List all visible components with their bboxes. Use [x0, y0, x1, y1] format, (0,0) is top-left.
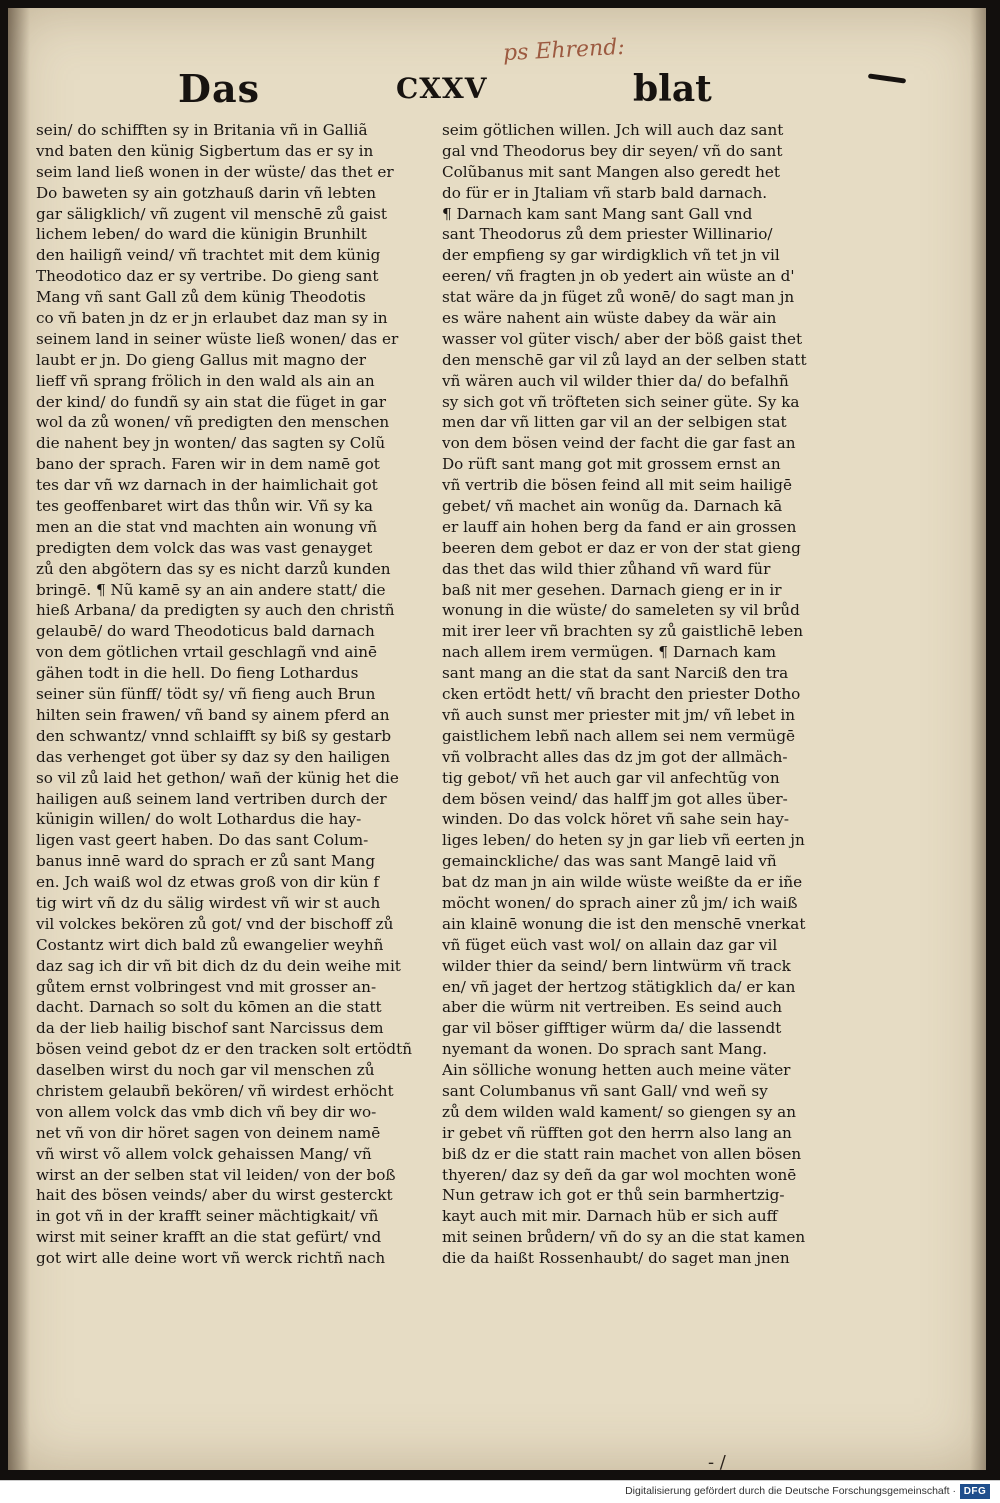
handwritten-annotation: ps Ehrend:: [502, 34, 626, 67]
text-line: Costantz wirt dich bald zů ewangelier weyhñ: [36, 935, 384, 954]
text-line: gelaubē/ do ward Theodoticus bald darnach: [36, 622, 375, 641]
edge-shadow: [970, 8, 986, 1470]
text-line: hilten sein frawen/ vñ band sy ainem pferd an: [36, 705, 390, 724]
text-line: en. Jch waiß wol dz etwas groß von dir kün f: [36, 873, 379, 892]
text-line: hieß Arbana/ da predigten sy auch den christñ: [36, 601, 395, 620]
text-line: vñ vertrib die bösen feind all mit seim hailigē: [442, 476, 793, 495]
gutter-shadow: [8, 8, 30, 1470]
text-line: stat wäre da jn füget zů wonē/ do sagt man jn: [442, 288, 795, 307]
text-line: zů dem wilden wald kament/ so giengen sy an: [442, 1102, 796, 1121]
text-line: daselben wirst du noch gar vil menschen zů: [36, 1061, 375, 1080]
text-line: ir gebet vñ rüfften got den herrn also lang an: [442, 1123, 792, 1142]
text-line: von dem götlichen vrtail geschlagñ vnd ainē: [36, 643, 378, 662]
text-line: ligen vast geert haben. Do das sant Colum-: [36, 831, 369, 850]
text-line: baß nit mer gesehen. Darnach gieng er in ir: [442, 580, 782, 599]
text-line: seinem land in seiner wüste ließ wonen/ das er: [36, 329, 399, 348]
text-line: ain klainē wonung die ist den menschē vnerkat: [442, 914, 806, 933]
text-line: die nahent bey jn wonten/ das sagten sy Colũ: [36, 434, 386, 453]
text-line: thyeren/ daz sy deñ da gar wol mochten wonē: [442, 1165, 797, 1184]
text-line: es wäre nahent ain wüste dabey da wär ain: [442, 309, 777, 328]
text-line: das thet das wild thier zůhand vñ ward für: [442, 559, 771, 578]
text-line: gähen todt in die hell. Do fieng Lothardus: [36, 664, 359, 683]
text-line: biß dz er die statt rain machet von allen bösen: [442, 1144, 802, 1163]
text-line: mit seinen brůdern/ vñ do sy an die stat kamen: [442, 1228, 806, 1247]
text-line: sant Columbanus vñ sant Gall/ vnd weñ sy: [442, 1081, 768, 1100]
text-line: vñ füget eüch vast wol/ on allain daz gar vil: [442, 935, 778, 954]
funding-credit: Digitalisierung gefördert durch die Deutsche Forschungsgemeinschaft ·: [625, 1485, 956, 1497]
text-line: vnd baten den künig Sigbertum das er sy in: [36, 141, 374, 160]
text-line: lichem leben/ do ward die künigin Brunhilt: [36, 225, 367, 244]
text-line: möcht wonen/ do sprach ainer zů jm/ ich waiß: [442, 893, 798, 912]
text-line: gar säligklich/ vñ zugent vil menschē zů gaist: [36, 204, 388, 223]
running-head-left: Das: [178, 66, 260, 111]
text-line: tes dar vñ wz darnach in der haimlichait got: [36, 476, 378, 495]
text-line: gůtem ernst volbringest vnd mit grosser an-: [36, 977, 377, 996]
book-page: [8, 8, 986, 1473]
text-line: ¶ Darnach kam sant Mang sant Gall vnd: [442, 204, 753, 223]
bottom-ink-mark: - /: [708, 1452, 726, 1473]
text-line: sein/ do schifften sy in Britania vñ in Galliã: [36, 121, 368, 139]
text-line: in got vñ in der krafft seiner mächtigkait/ vñ: [36, 1207, 379, 1226]
text-line: da der lieb hailig bischof sant Narcissus dem: [36, 1019, 384, 1038]
dfg-logo: DFG: [960, 1484, 990, 1499]
text-line: vñ auch sunst mer priester mit jm/ vñ lebet in: [442, 705, 796, 724]
running-head-right: blat: [633, 68, 712, 110]
text-line: bösen veind gebot dz er den tracken solt ertödtñ: [36, 1040, 413, 1059]
page-header: [8, 58, 986, 118]
text-line: den menschē gar vil zů layd an der selben statt: [442, 350, 807, 369]
text-line: gal vnd Theodorus bey dir seyen/ vñ do sant: [442, 141, 783, 160]
text-line: seim götlichen willen. Jch will auch daz sant: [442, 121, 784, 139]
text-line: von dem bösen veind der facht die gar fast an: [442, 434, 796, 453]
text-line: sant mang an die stat da sant Narciß den tra: [442, 664, 789, 683]
text-line: wirst mit seiner krafft an die stat gefürt/ vnd: [36, 1228, 382, 1247]
text-line: hait des bösen veinds/ aber du wirst gesterckt: [36, 1186, 393, 1205]
text-line: cken ertödt hett/ vñ bracht den priester Dotho: [442, 685, 801, 704]
text-line: seiner sün fünff/ tödt sy/ vñ fieng auch Brun: [36, 685, 376, 704]
text-line: Do rüft sant mang got mit grossem ernst an: [442, 455, 781, 474]
text-line: wonung in die wüste/ do sameleten sy vil brůd: [442, 601, 800, 620]
text-line: wirst an der selben stat vil leiden/ von der boß: [36, 1165, 396, 1184]
text-line: vñ wären auch vil wilder thier da/ do befalhñ: [442, 371, 789, 390]
text-line: vñ volbracht alles das dz jm got der allmäch-: [442, 747, 788, 766]
text-line: gemainckliche/ das was sant Mangē laid vñ: [442, 852, 777, 871]
text-line: men an die stat vnd machten ain wonung vñ: [36, 517, 378, 536]
digitization-footer: [0, 1480, 1000, 1503]
text-line: sy sich got vñ tröfteten sich seiner güte. Sy ka: [442, 392, 800, 411]
text-line: Colũbanus mit sant Mangen also geredt het: [442, 162, 780, 181]
text-line: tig wirt vñ dz du sälig wirdest vñ wir st auch: [36, 893, 381, 912]
text-line: eeren/ vñ fragten jn ob yedert ain wüste an d': [442, 267, 795, 286]
text-line: wol da zů wonen/ vñ predigten den menschen: [36, 413, 390, 432]
text-line: er lauff ain hohen berg da fand er ain grossen: [442, 517, 797, 536]
folio-number: CXXV: [396, 72, 488, 105]
text-line: bat dz man jn ain wilde wüste weißte da er iñe: [442, 873, 803, 892]
text-line: den schwantz/ vnnd schlaifft sy biß sy gestarb: [36, 726, 392, 745]
text-line: Do baweten sy ain gotzhauß darin vñ lebten: [36, 183, 377, 202]
text-line: hailigen auß seinem land vertriben durch der: [36, 789, 387, 808]
text-line: mit irer leer vñ brachten sy zů gaistlichē leben: [442, 622, 804, 641]
text-line: tes geoffenbaret wirt das thůn wir. Vñ sy ka: [36, 497, 373, 516]
text-line: lieff vñ sprang frölich in den wald als ain an: [36, 371, 375, 390]
text-column-right: [442, 120, 834, 1269]
text-line: tig gebot/ vñ het auch gar vil anfechtũg von: [442, 768, 780, 787]
text-line: vil volckes bekören zů got/ vnd der bischoff zů: [36, 914, 394, 933]
text-line: bano der sprach. Faren wir in dem namē got: [36, 455, 380, 474]
text-line: das verhenget got über sy daz sy den hailigen: [36, 747, 391, 766]
text-line: zů den abgötern das sy es nicht darzů kunden: [36, 559, 391, 578]
text-line: winden. Do das volck höret vñ sahe sein hay-: [442, 810, 789, 829]
text-line: künigin willen/ do wolt Lothardus die hay-: [36, 810, 362, 829]
text-line: nach allem irem vermügen. ¶ Darnach kam: [442, 643, 777, 662]
text-line: nyemant da wonen. Do sprach sant Mang.: [442, 1040, 768, 1059]
text-line: wilder thier da seind/ bern lintwürm vñ track: [442, 956, 791, 975]
text-line: men dar vñ litten gar vil an der selbigen stat: [442, 413, 787, 432]
text-line: do für er in Jtaliam vñ starb bald darnach.: [442, 183, 768, 202]
text-line: net vñ von dir höret sagen von deinem namē: [36, 1123, 381, 1142]
text-line: der kind/ do fundñ sy ain stat die füget in gar: [36, 392, 387, 411]
text-line: dem bösen veind/ das halff jm got alles über-: [442, 789, 788, 808]
text-line: gebet/ vñ machet ain wonũg da. Darnach kā: [442, 497, 783, 516]
text-line: bringē. ¶ Nũ kamē sy an ain andere statt/ die: [36, 580, 386, 599]
text-line: en/ vñ jaget der hertzog stätigklich da/ er kan: [442, 977, 796, 996]
text-line: christem gelaubñ bekören/ vñ wirdest erhöcht: [36, 1081, 394, 1100]
text-line: die da haißt Rossenhaubt/ do saget man jnen: [442, 1249, 790, 1268]
text-line: vñ wirst võ allem volck gehaissen Mang/ vñ: [36, 1144, 372, 1163]
text-line: der empfieng sy gar wirdigklich vñ tet jn vil: [442, 246, 780, 265]
text-line: beeren dem gebot er daz er von der stat gieng: [442, 538, 801, 557]
text-line: seim land ließ wonen in der wüste/ das thet er: [36, 162, 394, 181]
text-line: banus innē ward do sprach er zů sant Mang: [36, 852, 376, 871]
text-line: predigten dem volck das was vast genayget: [36, 538, 373, 557]
text-line: Nun getraw ich got er thů sein barmhertzig-: [442, 1186, 785, 1205]
text-line: laubt er jn. Do gieng Gallus mit magno der: [36, 350, 367, 369]
text-column-left: [36, 120, 422, 1269]
text-line: aber die würm nit vertreiben. Es seind auch: [442, 998, 783, 1017]
text-line: daz sag ich dir vñ bit dich dz du dein weihe mit: [36, 956, 401, 975]
text-line: den hailigñ veind/ vñ trachtet mit dem künig: [36, 246, 381, 265]
text-line: wasser vol güter visch/ aber der böß gaist thet: [442, 329, 803, 348]
text-line: so vil zů laid het gethon/ wañ der künig het die: [36, 768, 399, 787]
text-line: gar vil böser gifftiger würm da/ die lassendt: [442, 1019, 782, 1038]
text-line: Ain sölliche wonung hetten auch meine väter: [442, 1061, 791, 1080]
text-line: Theodotico daz er sy vertribe. Do gieng sant: [36, 267, 379, 286]
text-line: dacht. Darnach so solt du kōmen an die statt: [36, 998, 382, 1017]
text-line: got wirt alle deine wort vñ werck richtñ nach: [36, 1249, 386, 1268]
text-line: von allem volck das vmb dich vñ bey dir wo-: [36, 1102, 377, 1121]
text-line: co vñ baten jn dz er jn erlaubet daz man sy in: [36, 309, 388, 328]
text-line: kayt auch mit mir. Darnach hüb er sich auff: [442, 1207, 778, 1226]
text-line: Mang vñ sant Gall zů dem künig Theodotis: [36, 288, 366, 307]
text-line: gaistlichem lebñ nach allem sei nem vermügē: [442, 726, 796, 745]
text-line: liges leben/ do heten sy jn gar lieb vñ eerten jn: [442, 831, 805, 850]
text-line: sant Theodorus zů dem priester Willinario/: [442, 225, 773, 244]
